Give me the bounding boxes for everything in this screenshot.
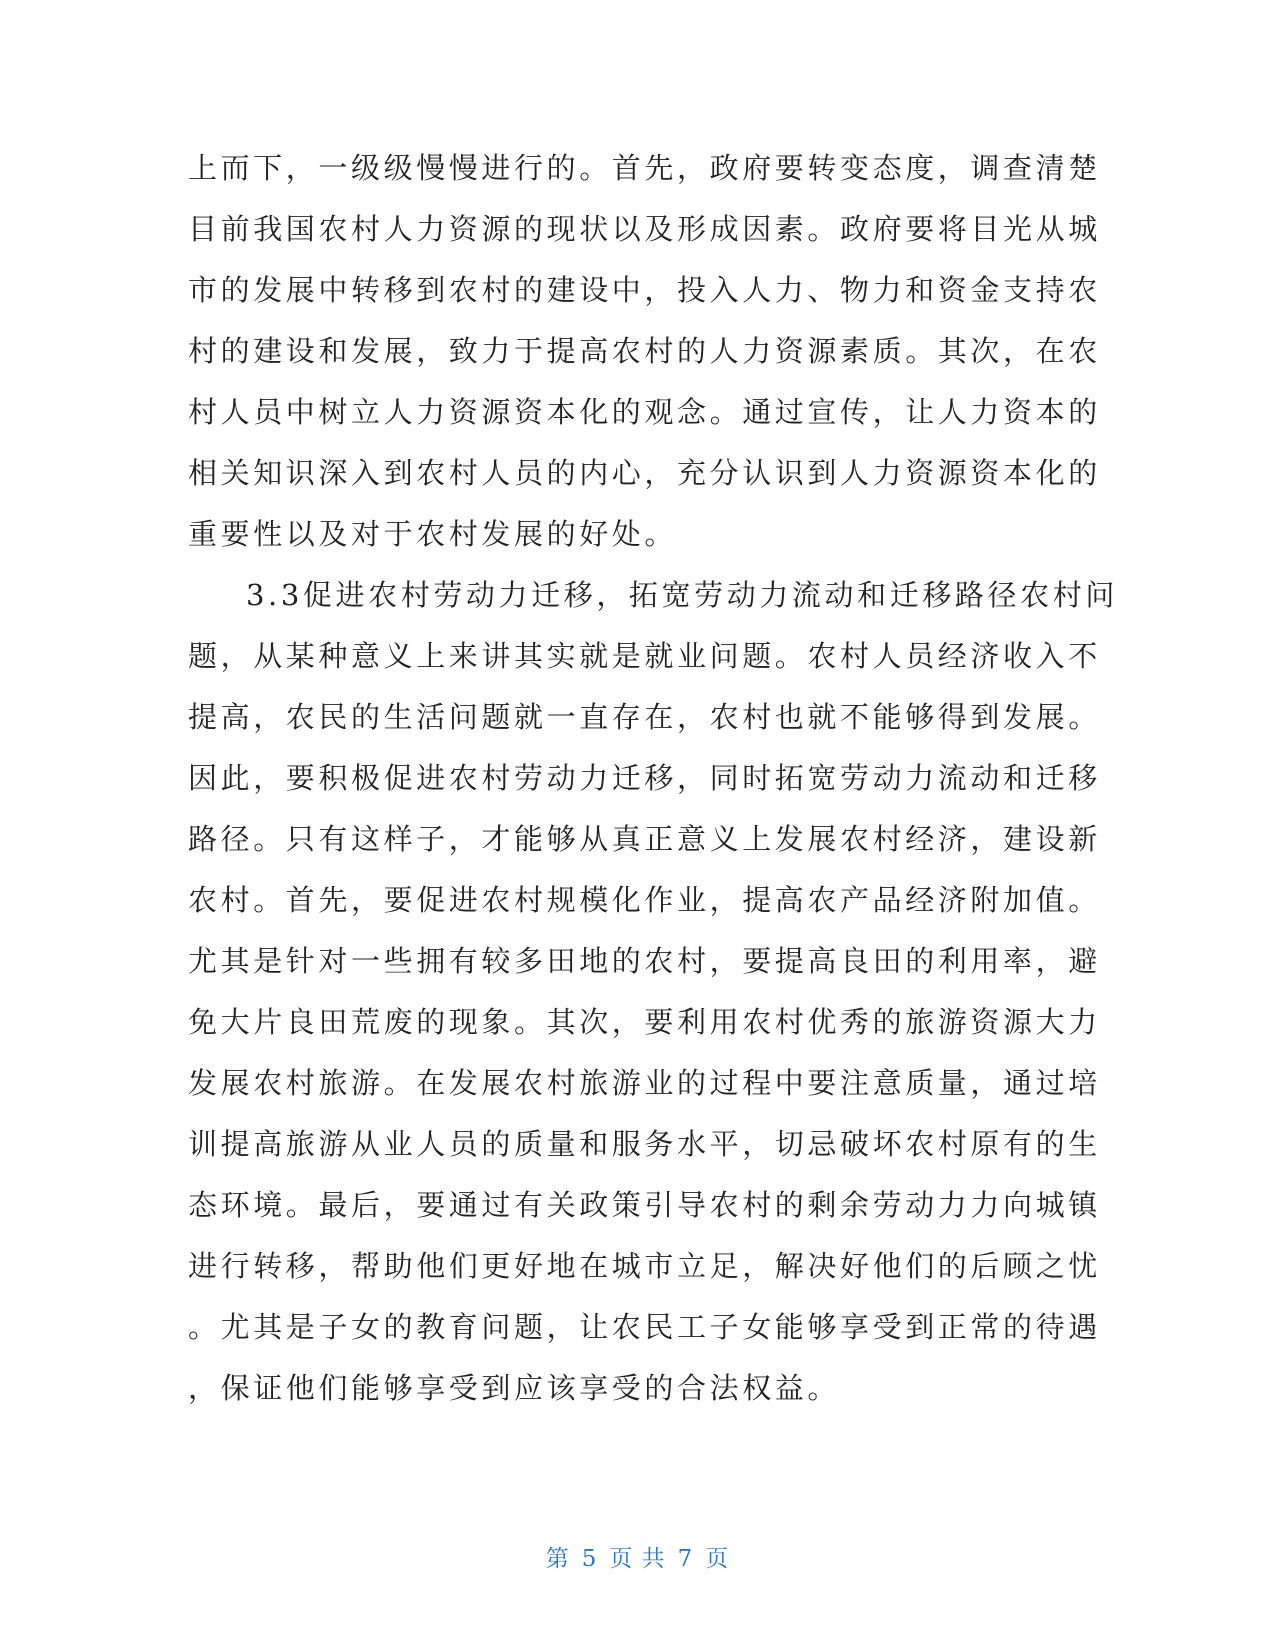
text-line: 题，从某种意义上来讲其实就是就业问题。农村人员经济收入不 [188,639,1101,673]
footer-suffix: 页 [705,1546,730,1572]
total-pages-number: 7 [677,1546,694,1572]
text-line: 。尤其是子女的教育问题，让农民工子女能够享受到正常的待遇 [188,1310,1101,1344]
text-line: 因此，要积极促进农村劳动力迁移，同时拓宽劳动力流动和迁移 [188,761,1101,795]
text-line: 提高，农民的生活问题就一直存在，农村也就不能够得到发展。 [188,700,1101,734]
paragraph-2 [188,565,1118,1419]
text-line: 3.3促进农村劳动力迁移，拓宽劳动力流动和迁移路径农村问 [246,578,1118,612]
text-line: 农村。首先，要促进农村规模化作业，提高农产品经济附加值。 [188,883,1101,917]
text-line: 训提高旅游从业人员的质量和服务水平，切忌破坏农村原有的生 [188,1127,1101,1161]
text-line: 重要性以及对于农村发展的好处。 [188,517,678,551]
text-line: 目前我国农村人力资源的现状以及形成因素。政府要将目光从城 [188,212,1101,246]
body-text [188,138,1118,1419]
paragraph-1 [188,138,1101,565]
text-line: 发展农村旅游。在发展农村旅游业的过程中要注意质量，通过培 [188,1066,1101,1100]
footer-prefix: 第 [545,1546,570,1572]
text-line: 村人员中树立人力资源资本化的观念。通过宣传，让人力资本的 [188,395,1101,429]
text-line: 市的发展中转移到农村的建设中，投入人力、物力和资金支持农 [188,273,1101,307]
text-line: 路径。只有这样子，才能够从真正意义上发展农村经济，建设新 [188,822,1101,856]
page-footer [0,1540,1275,1573]
current-page-number: 5 [581,1546,598,1572]
text-line: 进行转移，帮助他们更好地在城市立足，解决好他们的后顾之忧 [188,1249,1101,1283]
text-line: 村的建设和发展，致力于提高农村的人力资源素质。其次，在农 [188,334,1101,368]
text-line: 免大片良田荒废的现象。其次，要利用农村优秀的旅游资源大力 [188,1005,1101,1039]
text-line: 上而下，一级级慢慢进行的。首先，政府要转变态度，调查清楚 [188,151,1101,185]
text-line: 相关知识深入到农村人员的内心，充分认识到人力资源资本化的 [188,456,1101,490]
text-line: 态环境。最后，要通过有关政策引导农村的剩余劳动力力向城镇 [188,1188,1101,1222]
text-line: 尤其是针对一些拥有较多田地的农村，要提高良田的利用率，避 [188,944,1101,978]
footer-middle: 页 共 [609,1546,666,1572]
text-line: ，保证他们能够享受到应该享受的合法权益。 [188,1371,841,1405]
